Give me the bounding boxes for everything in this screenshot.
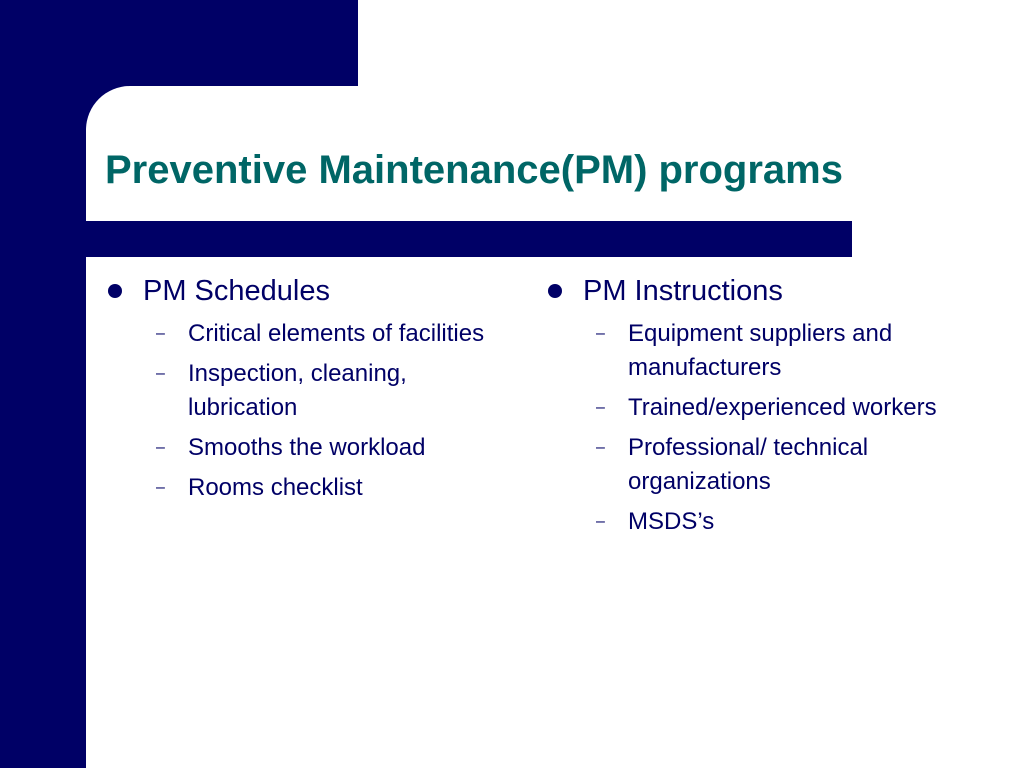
list-item [156, 471, 508, 505]
left-accent-bar [0, 0, 86, 768]
bullet-dot-icon [108, 284, 122, 298]
dash-icon: – [156, 325, 165, 343]
dash-icon: – [596, 399, 605, 417]
list-item [596, 391, 968, 425]
sub-bullet-list [548, 317, 968, 539]
list-item [156, 357, 508, 425]
right-column [548, 272, 968, 545]
sub-bullet-list [108, 317, 508, 505]
dash-icon: – [156, 439, 165, 457]
dash-icon: – [156, 365, 165, 383]
bullet-heading-pm-schedules [108, 272, 508, 311]
list-item [156, 317, 508, 351]
list-item-text: Inspection, cleaning, lubrication [188, 360, 407, 422]
left-column [108, 272, 508, 511]
list-item [596, 505, 968, 539]
list-item-text: Equipment suppliers and manufacturers [628, 320, 893, 382]
list-item [156, 431, 508, 465]
list-item-text: MSDS’s [628, 508, 715, 536]
dash-icon: – [596, 439, 605, 457]
dash-icon: – [156, 479, 165, 497]
top-accent-bar [0, 0, 358, 86]
list-item-text: Trained/experienced workers [628, 394, 937, 422]
bullet-heading-pm-instructions [548, 272, 968, 311]
list-item-text: Critical elements of facilities [188, 320, 485, 348]
list-item-text: Professional/ technical organizations [628, 434, 869, 496]
dash-icon: – [596, 513, 605, 531]
dash-icon: – [596, 325, 605, 343]
bullet-dot-icon [548, 284, 562, 298]
list-item-text: Smooths the workload [188, 434, 426, 462]
list-item-text: Rooms checklist [188, 474, 363, 502]
title-underline-bar [0, 221, 852, 257]
slide-title: Preventive Maintenance(PM) programs [105, 148, 843, 192]
bullet-heading-text: PM Instructions [583, 275, 783, 307]
bullet-heading-text: PM Schedules [143, 275, 330, 307]
list-item [596, 431, 968, 499]
list-item [596, 317, 968, 385]
